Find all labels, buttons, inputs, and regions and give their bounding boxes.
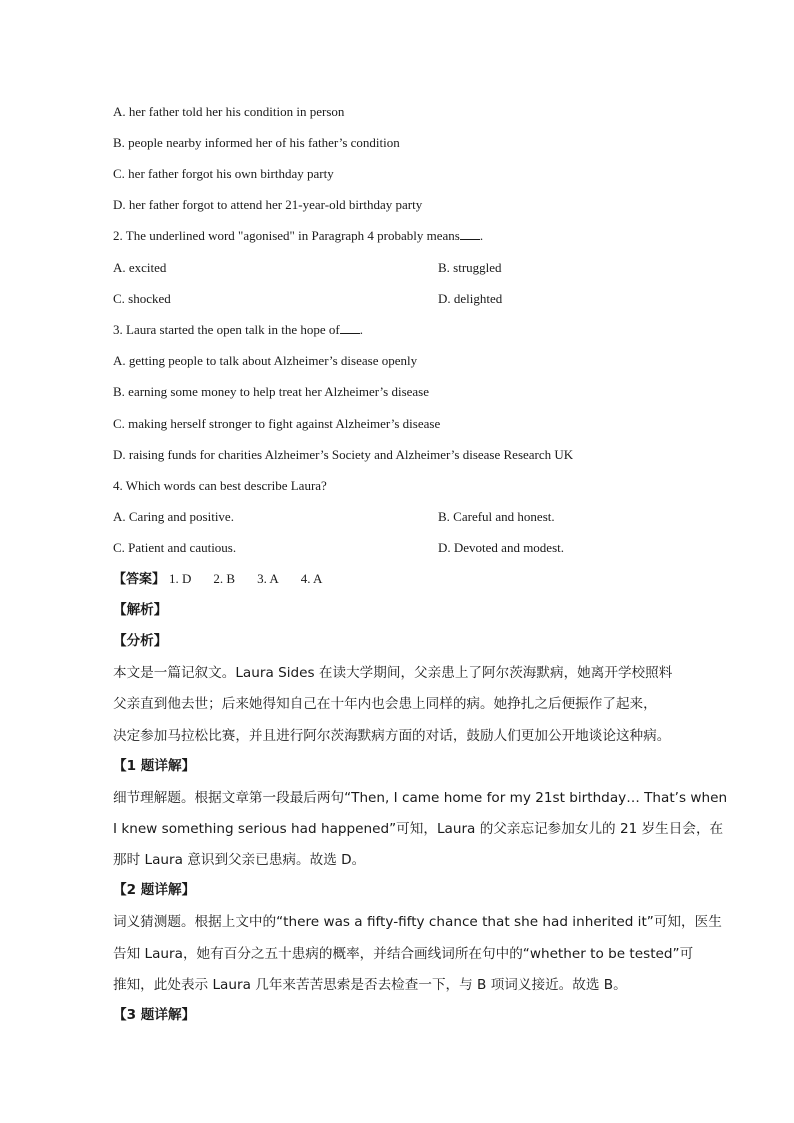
q2-stem xyxy=(113,228,483,244)
detail-1-text-line: 细节理解题。根据文章第一段最后两句“Then, I came home for my 21st birthday… That’s when xyxy=(113,790,728,806)
detail-2-text-line: 告知 Laura，她有百分之五十患病的概率，并结合画线词所在句中的“whether to be tested”可 xyxy=(113,946,694,962)
q2-option-d: D. delighted xyxy=(438,291,503,306)
analysis-text-line: 父亲直到他去世；后来她得知自己在十年内也会患上同样的病。她挣扎之后便振作了起来， xyxy=(113,696,657,712)
q1-option-b: B. people nearby informed her of his father’s condition xyxy=(113,135,400,150)
answer-item: 4. A xyxy=(300,571,323,586)
q4-option-d: D. Devoted and modest. xyxy=(438,540,565,555)
explanation-heading: 【解析】 xyxy=(113,602,168,618)
detail-1-text-line: I knew something serious had happened”可知，Laura 的父亲忘记参加女儿的 21 岁生日会，在 xyxy=(113,821,724,837)
analysis-heading: 【分析】 xyxy=(113,633,168,649)
q3-option-b: B. earning some money to help treat her Alzheimer’s disease xyxy=(113,384,429,399)
q4-stem: 4. Which words can best describe Laura? xyxy=(113,478,327,493)
analysis-text-line: 本文是一篇记叙文。Laura Sides 在读大学期间，父亲患上了阿尔茨海默病，她离开学校照料 xyxy=(113,665,673,681)
q3-blank xyxy=(340,322,360,334)
q2-option-a: A. excited xyxy=(113,260,167,275)
answer-label: 【答案】 xyxy=(113,572,166,587)
detail-2-text-line: 词义猜测题。根据上文中的“there was a fifty-fifty chance that she had inherited it”可知，医生 xyxy=(113,914,722,930)
analysis-text-line: 决定参加马拉松比赛，并且进行阿尔茨海默病方面的对话，鼓励人们更加公开地谈论这种病。 xyxy=(113,728,671,744)
q1-option-a: A. her father told her his condition in person xyxy=(113,104,345,119)
detail-3-heading: 【3 题详解】 xyxy=(113,1007,196,1023)
answer-line xyxy=(113,571,322,588)
q1-option-d: D. her father forgot to attend her 21-year-old birthday party xyxy=(113,197,423,212)
q3-option-a: A. getting people to talk about Alzheimer’s disease openly xyxy=(113,353,418,368)
detail-1-heading: 【1 题详解】 xyxy=(113,758,196,774)
q2-option-c: C. shocked xyxy=(113,291,171,306)
q3-option-c: C. making herself stronger to fight against Alzheimer’s disease xyxy=(113,416,441,431)
answer-item: 1. D xyxy=(169,571,192,586)
q2-blank xyxy=(460,228,480,240)
q2-option-b: B. struggled xyxy=(438,260,502,275)
answer-item: 3. A xyxy=(257,571,279,586)
q4-option-c: C. Patient and cautious. xyxy=(113,540,237,555)
answer-item: 2. B xyxy=(213,571,236,586)
detail-2-heading: 【2 题详解】 xyxy=(113,882,196,898)
q3-option-d: D. raising funds for charities Alzheimer’s Society and Alzheimer’s disease Research UK xyxy=(113,447,574,462)
q4-option-b: B. Careful and honest. xyxy=(438,509,555,524)
q2-stem-text: 2. The underlined word "agonised" in Paragraph 4 probably means xyxy=(113,228,460,243)
detail-1-text-line: 那时 Laura 意识到父亲已患病。故选 D。 xyxy=(113,852,366,868)
q4-option-a: A. Caring and positive. xyxy=(113,509,234,524)
q3-stem-end: . xyxy=(359,322,363,337)
q3-stem xyxy=(113,322,363,338)
q2-stem-end: . xyxy=(479,228,484,243)
q3-stem-text: 3. Laura started the open talk in the hope of xyxy=(113,322,340,337)
detail-2-text-line: 推知，此处表示 Laura 几年来苦苦思索是否去检查一下，与 B 项词义接近。故选 B。 xyxy=(113,977,627,993)
q1-option-c: C. her father forgot his own birthday party xyxy=(113,166,334,181)
